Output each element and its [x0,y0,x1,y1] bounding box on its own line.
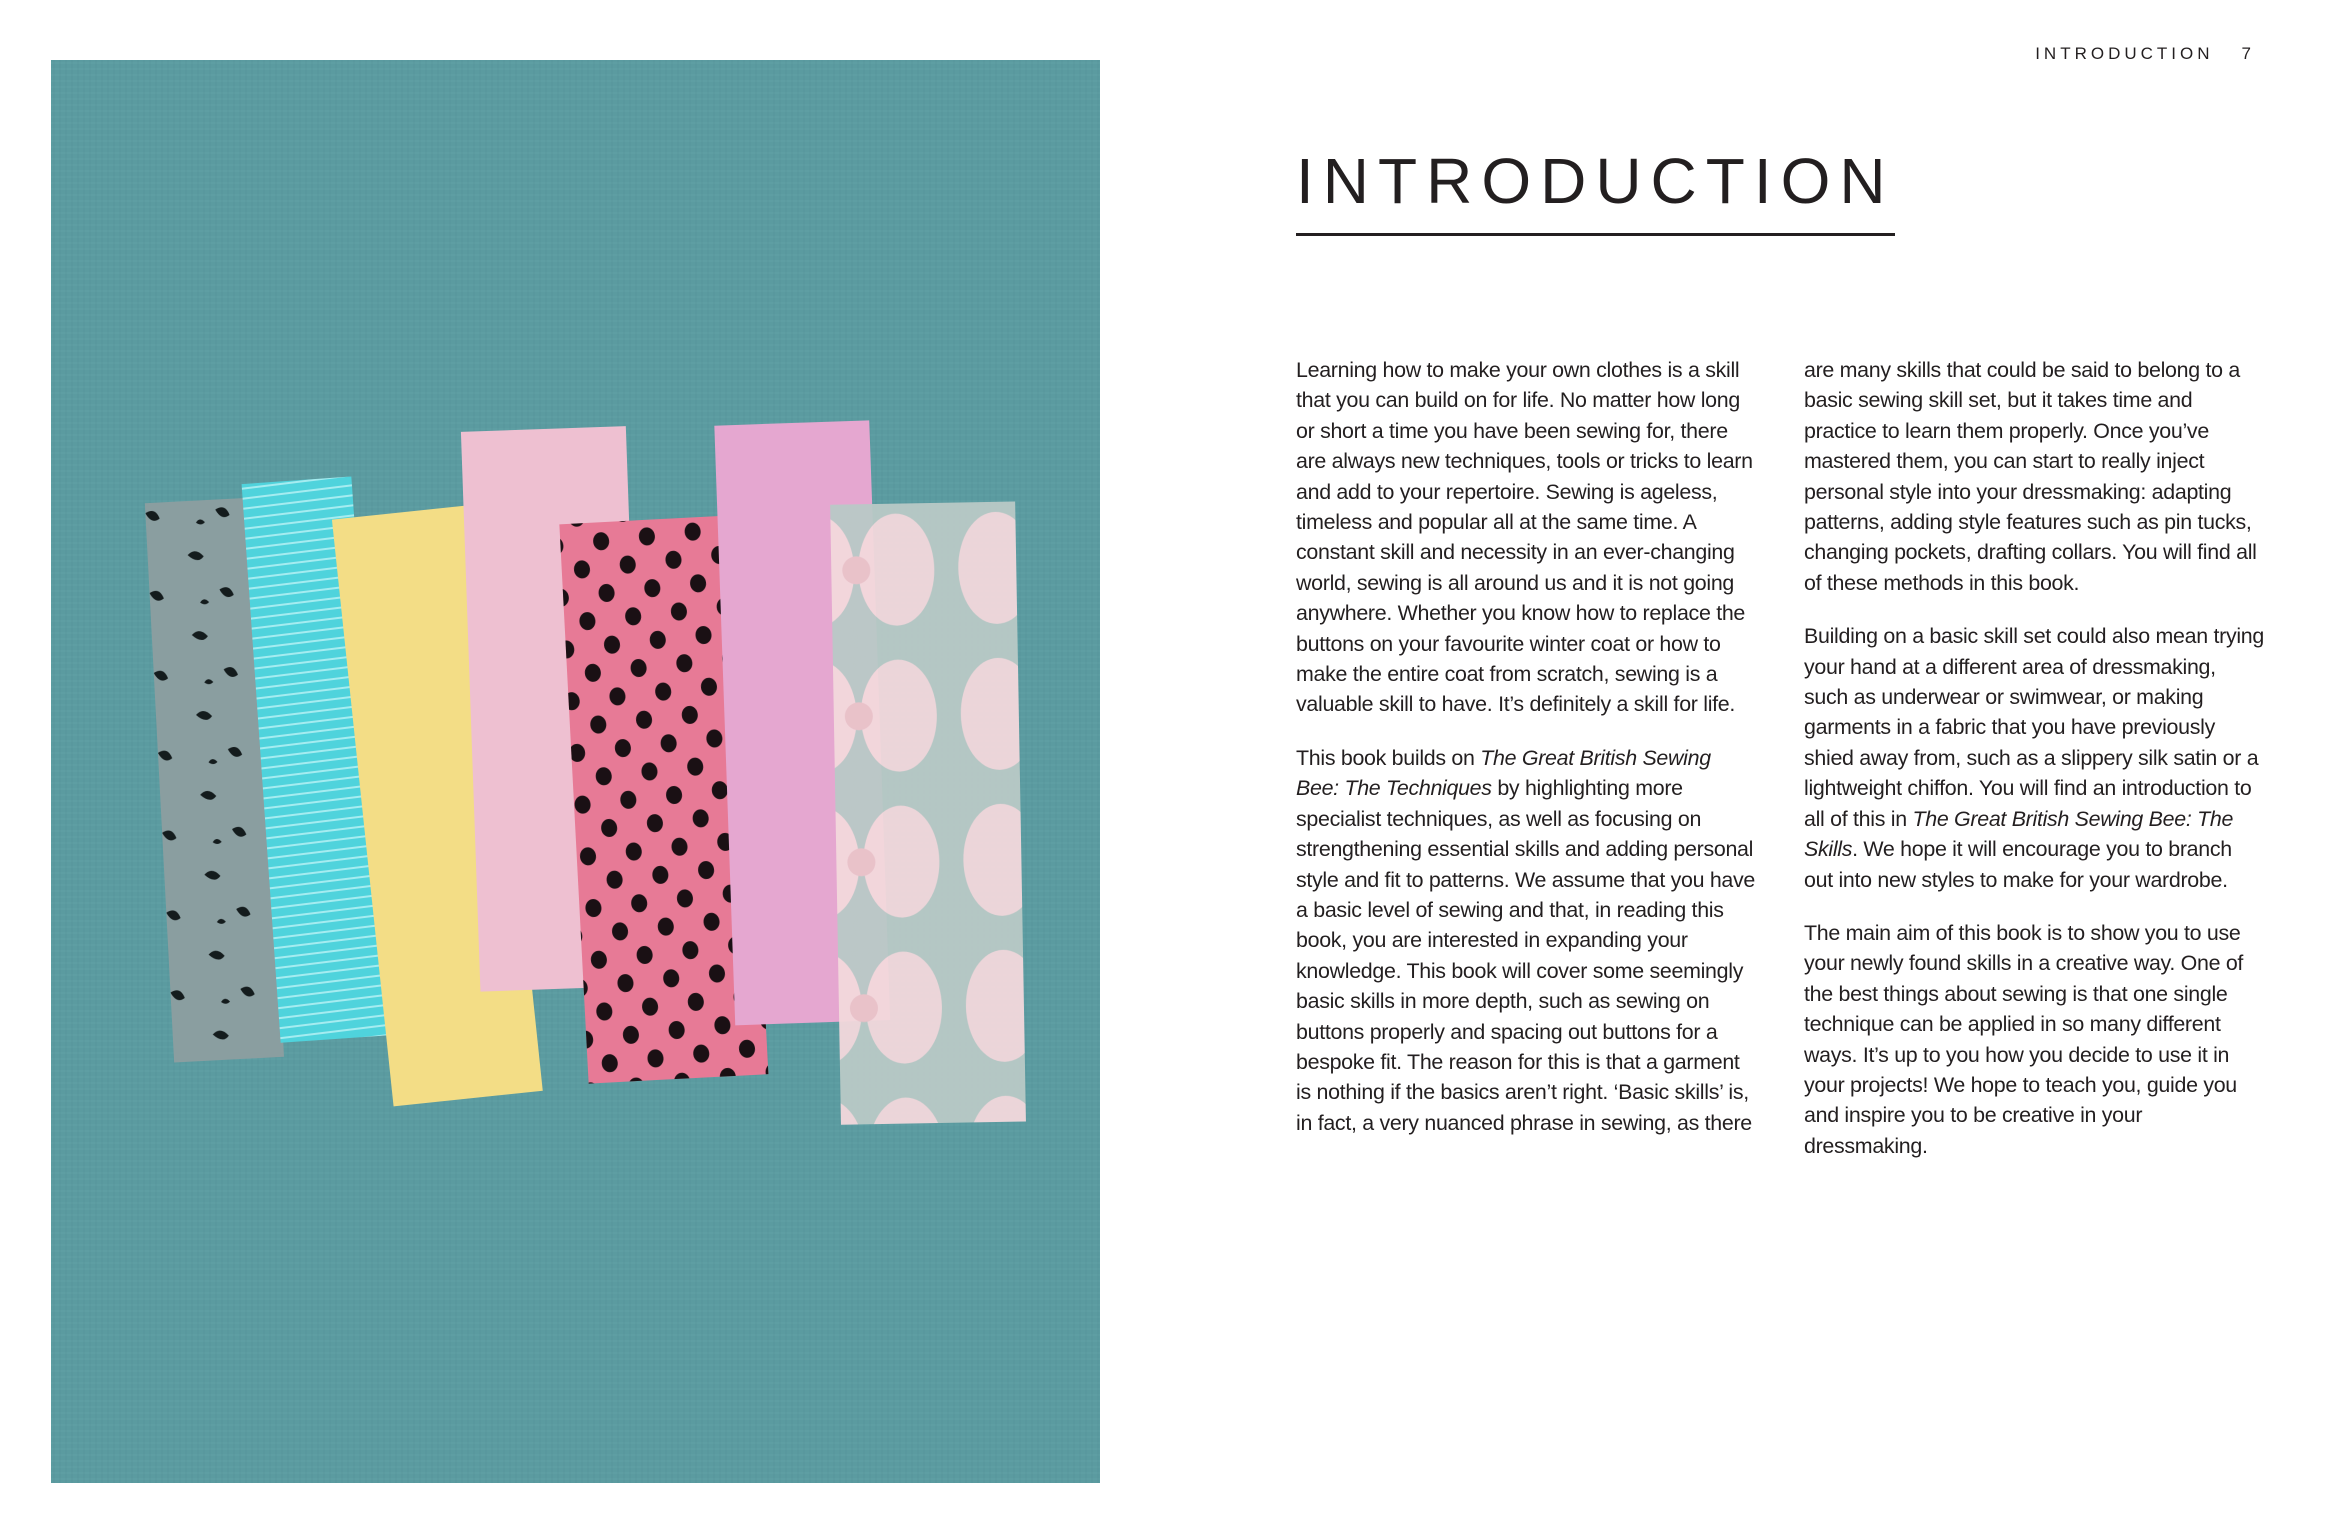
paragraph: Learning how to make your own clothes is a skill that you can build on for life. No matter how long or short a time you have been sewing for, there are always new techniques, tools or tricks to learn and add to your repertoire. Sewing is ageless, timeless and popular all at the same time. A constant skill and necessity in an ever-changing world, sewing is all around us and it is not going anywhere. Whether you know how to replace the buttons on your favourite winter coat or how to make the entire coat from scratch, sewing is a valuable skill to have. It’s definitely a skill for life. [1296,358,1753,717]
book-title: The Great British Sewing Bee: The Techniques [1296,745,1711,801]
fabric-swatches-icon [51,60,1100,1483]
text-run: This book builds on [1296,745,1481,770]
running-head [2035,44,2255,64]
paragraph: The main aim of this book is to show you to use your newly found skills in a creative way. One of the best things about sewing is that one single technique can be applied in so many different ways. It’s up to you how you decide to use it in your projects! We hope to teach you, guide you and inspire you to be creative in your dressmaking. [1804,920,2244,1158]
text-run: . We hope it will encourage you to branch out into new styles to make for your wardrobe. [1804,837,2232,892]
paragraph [1804,621,2264,895]
running-head-section: INTRODUCTION [2035,44,2214,63]
paragraph: are many skills that could be said to belong to a basic sewing skill set, but it takes time and practice to learn them properly. Once you’ve mastered them, you can start to really inject personal style into your dressmaking: adapting patterns, adding style features such as pin tucks, changing pockets, drafting collars. You will find all of these methods in this book. [1804,358,2257,595]
book-title: The Great British Sewing Bee: The Skills [1804,806,2234,862]
text-run: Building on a basic skill set could also mean trying your hand at a different area of dressmaking, such as underwear or swimwear, or making garments in a fabric that you have previously shied away from, such as a slippery silk satin or a lightweight chiffon. You will find an introduction to all of this in [1804,624,2264,831]
page-number: 7 [2241,44,2255,63]
page-title: INTRODUCTION [1296,145,1895,236]
text-column-right [1804,355,2264,1184]
text-run: by highlighting more specialist techniques, as well as focusing on strengthening essential skills and adding personal style and fit to patterns. We assume that you have a basic level of sewing and that, in reading this book, you are interested in expanding your knowledge. This book will cover some seemingly basic skills in more depth, such as sewing on buttons properly and spacing out buttons for a bespoke fit. The reason for this is that a garment is nothing if the basics aren’t right. ‘Basic skills’ is, in fact, a very nuanced phrase in sewing, as there [1296,776,1756,1135]
paragraph [1296,743,1756,1138]
text-column-left [1296,355,1756,1161]
fabric-swatches-photo [51,60,1100,1483]
